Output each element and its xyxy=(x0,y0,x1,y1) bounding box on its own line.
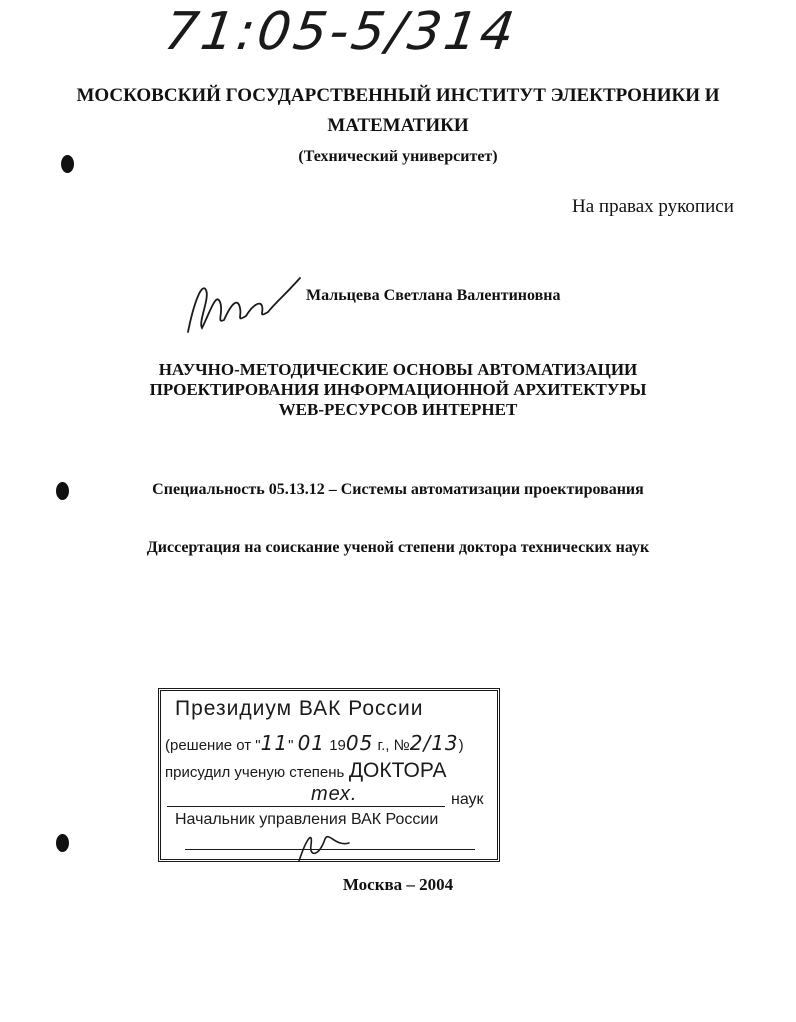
specialty: Специальность 05.13.12 – Системы автоматизации проектирования xyxy=(152,481,644,498)
punch-hole xyxy=(56,834,69,852)
rights-note: На правах рукописи xyxy=(572,196,734,217)
title-line-1: НАУЧНО-МЕТОДИЧЕСКИЕ ОСНОВЫ АВТОМАТИЗАЦИИ xyxy=(158,360,638,379)
stamp-awarded xyxy=(165,759,446,783)
title-line-2: ПРОЕКТИРОВАНИЯ ИНФОРМАЦИОННОЙ АРХИТЕКТУРЫ xyxy=(149,380,647,399)
institute-name-line1: МОСКОВСКИЙ ГОСУДАРСТВЕННЫЙ ИНСТИТУТ ЭЛЕКТРОНИКИ И xyxy=(76,85,720,106)
stamp-decision-mid3: г., № xyxy=(377,737,410,754)
stamp-decision-mid1: " xyxy=(288,737,294,754)
stamp-decision-day: 11 xyxy=(260,731,289,755)
punch-hole xyxy=(61,155,74,173)
author-name: Мальцева Светлана Валентиновна xyxy=(306,287,561,304)
stamp-decision-year: 05 xyxy=(345,731,374,755)
dissertation-degree: Диссертация на соискание ученой степени доктора технических наук xyxy=(146,539,650,556)
stamp-field-underline xyxy=(167,806,445,807)
stamp-decision-mid2: 19 xyxy=(329,737,346,754)
institute-name-line2: МАТЕМАТИКИ xyxy=(327,115,469,136)
vak-stamp xyxy=(158,688,500,862)
stamp-awarded-prefix: присудил ученую степень xyxy=(165,764,345,781)
stamp-title: Президиум ВАК России xyxy=(175,697,424,720)
institute-subtitle: (Технический университет) xyxy=(298,148,498,165)
stamp-decision-suffix: ) xyxy=(458,737,464,754)
archive-number: 71:05-5/314 xyxy=(160,2,521,62)
stamp-decision xyxy=(165,731,464,755)
stamp-decision-number: 2/13 xyxy=(409,731,459,755)
stamp-field-suffix: наук xyxy=(451,791,484,808)
author-signature xyxy=(180,262,310,342)
title-line-3: WEB-РЕСУРСОВ ИНТЕРНЕТ xyxy=(278,400,518,419)
stamp-signature xyxy=(289,827,359,867)
stamp-decision-prefix: (решение от " xyxy=(165,737,261,754)
stamp-head: Начальник управления ВАК России xyxy=(175,811,439,828)
city-year: Москва – 2004 xyxy=(342,875,454,894)
stamp-degree: ДОКТОРА xyxy=(348,759,447,782)
stamp-decision-month: 01 xyxy=(297,731,326,755)
stamp-field-handwritten: тех. xyxy=(311,783,358,805)
